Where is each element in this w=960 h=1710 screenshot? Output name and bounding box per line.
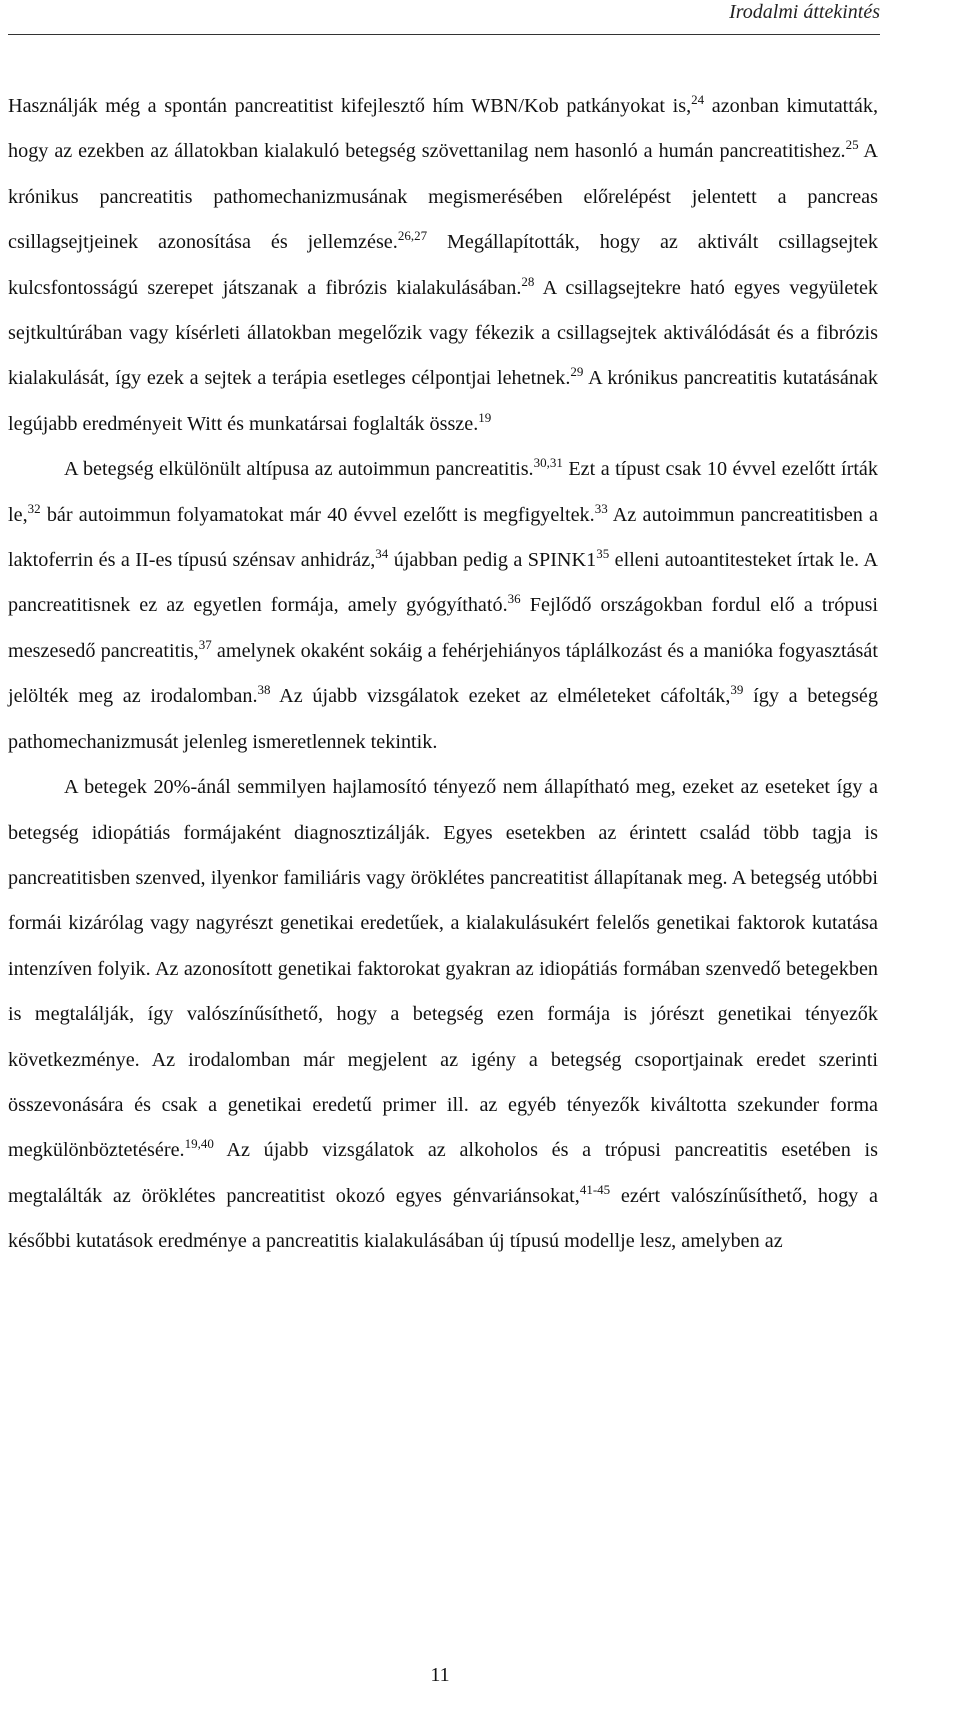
citation-marker: 34 (375, 546, 389, 562)
text-run: Használják még a spontán pancreatitist kifejlesztő hím WBN/Kob patkányokat is, (8, 95, 692, 117)
text-run: Ezt a típust csak 10 évvel ezelőtt írták le, (8, 458, 878, 526)
text-run: Az újabb vizsgálatok ezeket az elméleteket cáfolták, (270, 685, 731, 708)
text-run: A csillagsejtekre ható egyes vegyületek sejtkultúrában vagy kísérleti állatokban megelőzik vagy fékezik a csillagsejtek aktiválódását és a fibrózis kialakulását, így ezek a sejtek a terápia esetleges célpontjai lehetnek. (8, 276, 879, 390)
citation-marker: 19,40 (184, 1136, 214, 1152)
text-run: ezért valószínűsíthető, hogy a későbbi kutatások eredménye a pancreatitis kialakulásában új típusú modellje lesz, amelyben az (8, 1184, 878, 1253)
citation-marker: 36 (507, 591, 521, 607)
citation-marker: 41-45 (579, 1181, 611, 1197)
text-run: elleni autoantitesteket írtak le. A pancreatitisnek ez az egyetlen formája, amely gyógyítható. (8, 549, 878, 617)
citation-marker: 30,31 (533, 455, 563, 471)
paragraph (8, 84, 878, 447)
citation-marker: 28 (521, 273, 535, 289)
citation-marker: 19 (478, 409, 492, 425)
body-text (8, 84, 878, 1265)
citation-marker: 37 (198, 636, 212, 652)
paragraph (8, 765, 878, 1264)
citation-marker: 35 (596, 546, 610, 562)
text-run: Fejlődő országokban fordul elő a trópusi meszesedő pancreatitis, (8, 594, 879, 662)
citation-marker: 26,27 (397, 228, 428, 244)
running-header: Irodalmi áttekintés (729, 1, 880, 23)
text-run: Az autoimmun pancreatitisben a laktoferrin és a II-es típusú szénsav anhidráz, (8, 503, 878, 572)
paragraph (8, 447, 878, 765)
text-run: A betegség elkülönült altípusa az autoimmun pancreatitis. (64, 458, 534, 481)
text-run: Az újabb vizsgálatok az alkoholos és a trópusi pancreatitis esetében is megtalálták az öröklétes pancreatitist okozó egyes génvariánsokat, (8, 1139, 878, 1207)
text-run: azonban kimutatták, hogy az ezekben az állatokban kialakuló betegség szövettanilag nem hasonló a humán pancreatitishez. (8, 95, 878, 163)
citation-marker: 33 (594, 500, 608, 516)
text-run: így a betegség pathomechanizmusát jelenleg ismeretlennek tekintik. (8, 685, 878, 753)
citation-marker: 32 (27, 500, 41, 516)
citation-marker: 24 (691, 92, 705, 107)
page-number: 11 (430, 1664, 450, 1686)
citation-marker: 39 (730, 682, 744, 698)
text-run: amelynek okaként sokáig a fehérjehiányos táplálkozást és a manióka fogyasztását jelölték meg az irodalomban. (8, 639, 878, 708)
text-run: A krónikus pancreatitis pathomechanizmusának megismerésében előrelépést jelentett a pancreas csillagsejtjeinek azonosítása és jellemzése. (8, 140, 878, 254)
citation-marker: 29 (570, 364, 584, 380)
text-run: A betegek 20%-ánál semmilyen hajlamosító tényező nem állapítható meg, ezeket az eseteket így a betegség idiopátiás formájaként diagnosztizálják. Egyes esetekben az érintett család több tagja is pancreatitisben szenved, ilyenkor familiáris vagy öröklétes pancreatitist állapítanak meg. A betegség utóbbi formái kizárólag vagy nagyrészt genetikai eredetűek, a kialakulásukért felelős genetikai faktorok kutatása intenzíven folyik. Az azonosított genetikai faktorokat gyakran az idiopátiás formában szenvedő betegekben is megtalálják, így valószínűsíthető, hogy a betegség ezen formája is jórészt genetikai tényezők következménye. Az irodalomban már megjelent az igény a betegség csoportjainak eredet szerinti összevonására és csak a genetikai eredetű primer ill. az egyéb tényezők kiváltotta szekunder forma megkülönböztetésére. (8, 776, 878, 1162)
text-run: Megállapították, hogy az aktivált csillagsejtek kulcsfontosságú szerepet játszanak a fibrózis kialakulásában. (8, 231, 878, 299)
citation-marker: 25 (845, 137, 859, 153)
text-run: újabban pedig a SPINK1 (388, 549, 597, 572)
text-run: bár autoimmun folyamatokat már 40 évvel ezelőtt is megfigyeltek. (40, 503, 595, 526)
citation-marker: 38 (257, 682, 271, 698)
text-run: A krónikus pancreatitis kutatásának legújabb eredményeit Witt és munkatársai foglalták össze. (8, 367, 878, 435)
header-divider (8, 34, 880, 35)
